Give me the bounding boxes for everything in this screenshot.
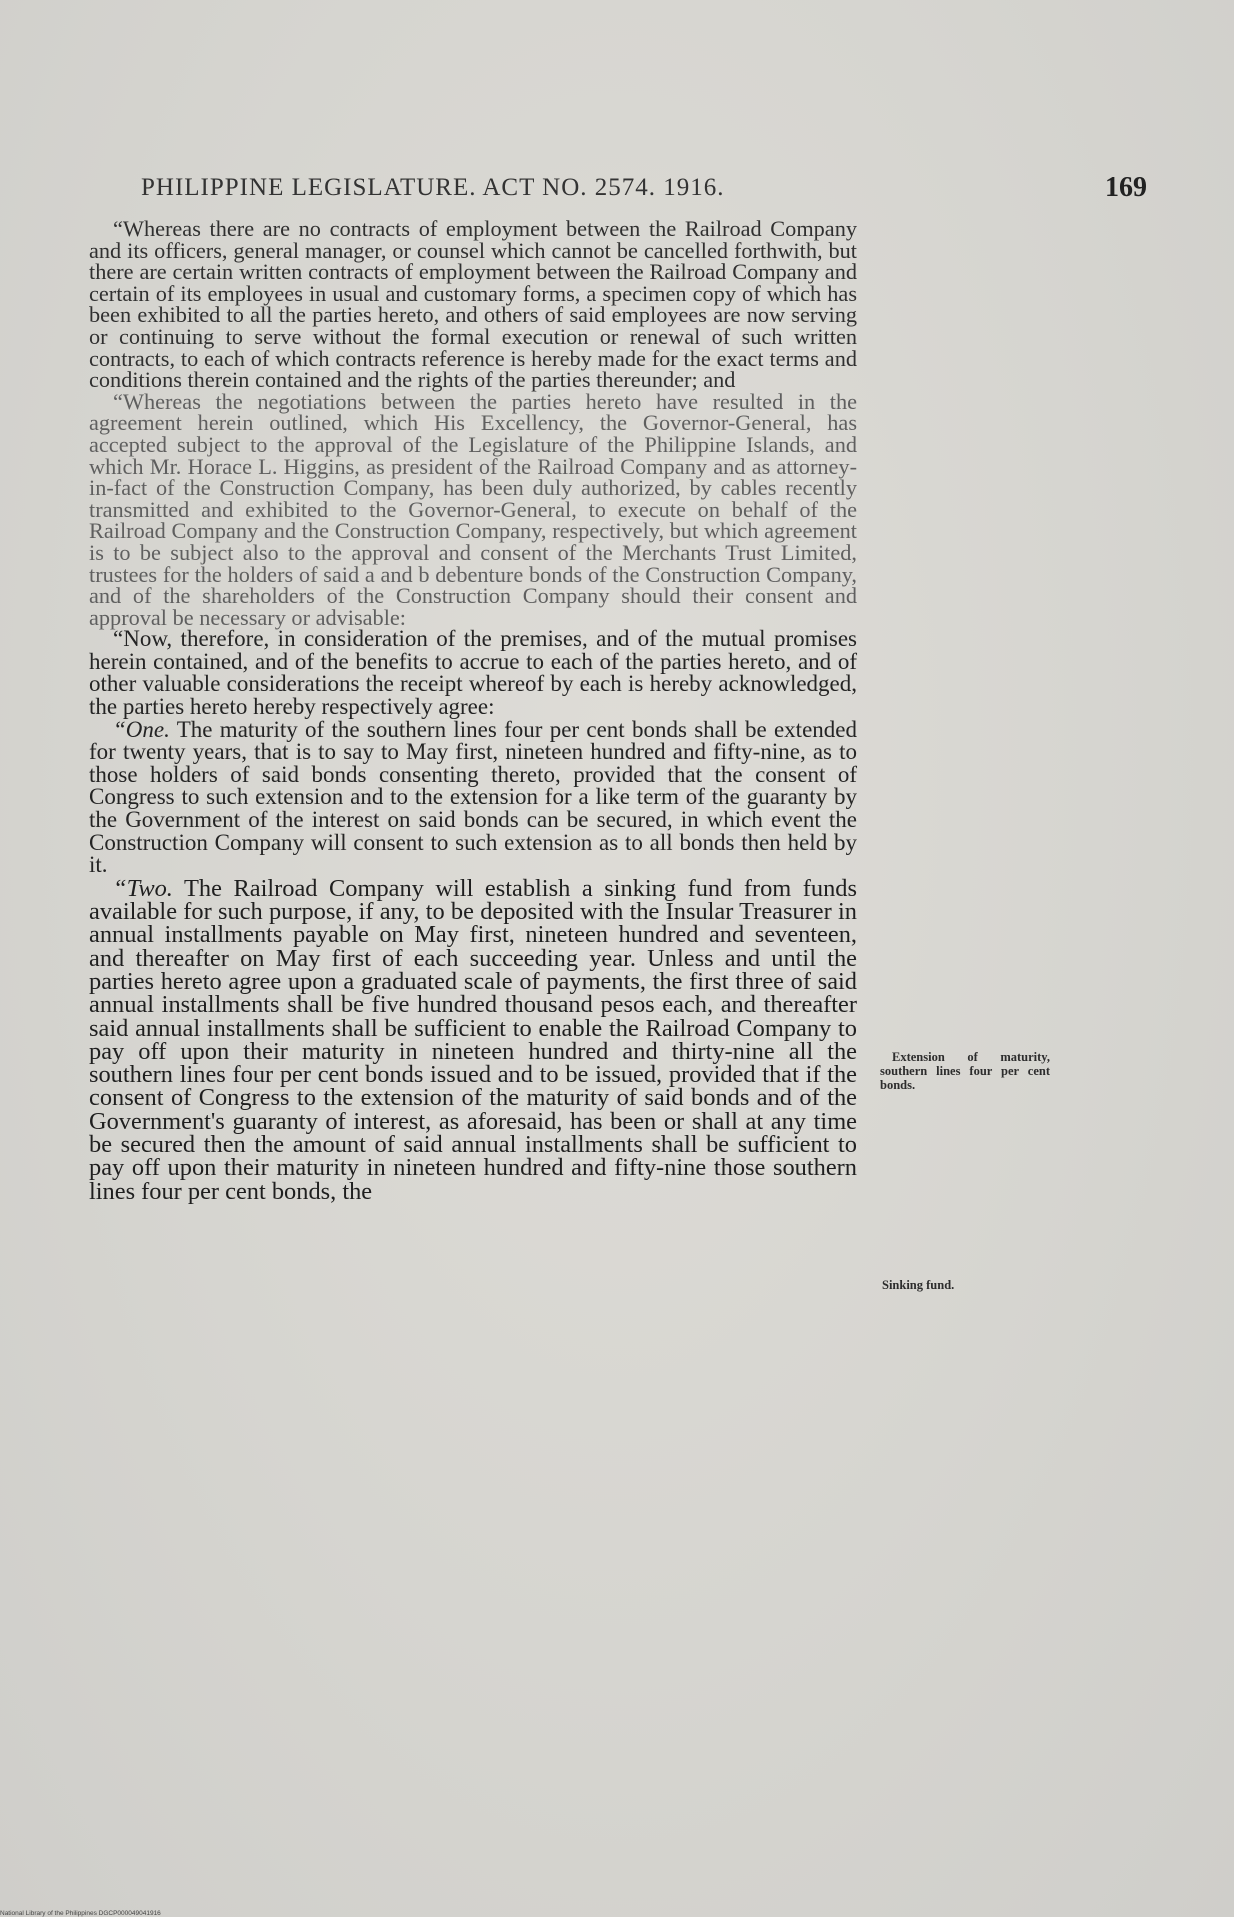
source-footer: National Library of the Philippines DGCP000049041916 <box>0 1910 161 1917</box>
paragraph-whereas-contracts: “Whereas there are no contracts of employment between the Railroad Company and its officers, general manager, or counsel which cannot be cancelled forthwith, but there are certain written contracts of employment between the Railroad Company and certain of its employees in usual and customary forms, a specimen copy of which has been exhibited to all the parties hereto, and others of said employees are now serving or continuing to serve without the formal execution or renewal of such written contracts, to each of which contracts reference is hereby made for the exact terms and conditions therein contained and the rights of the parties thereunder; and <box>89 216 857 393</box>
side-note-sinking-fund: Sinking fund. <box>882 1278 955 1292</box>
clause-two-text: The Railroad Company will establish a sinking fund from funds available for such purpose, if any, to be deposited with the Insular Treasurer in annual installments payable on May first, nineteen hundred and seventeen, and thereafter on May first of each succeeding year. Unless and until the parties hereto agree upon a graduated scale of payments, the first three of said annual installments shall be five hundred thousand pesos each, and thereafter said annual installments shall be sufficient to enable the Railroad Company to pay off upon their maturity in nineteen hundred and thirty-nine all the southern lines four per cent bonds issued and to be issued, provided that if the consent of Congress to the extension of the maturity of said bonds and of the Government's guaranty of interest, as aforesaid, has been or shall at any time be secured then the amount of said annual installments shall be sufficient to pay off upon their maturity in nineteen hundred and fifty-nine those southern lines four per cent bonds, the <box>89 874 857 1205</box>
clause-two <box>89 874 857 1205</box>
running-head: PHILIPPINE LEGISLATURE. ACT NO. 2574. 1916. <box>141 174 725 201</box>
body-text <box>89 218 857 1203</box>
paragraph-now-therefore: “Now, therefore, in consideration of the premises, and of the mutual promises herein contained, and of the benefits to accrue to each of the parties hereto, and of other valuable considerations the receipt whereof by each is hereby acknowledged, the parties hereto hereby respectively agree: <box>89 626 857 720</box>
clause-one-text: The maturity of the southern lines four per cent bonds shall be extended for twenty years, that is to say to May first, nineteen hundred and fifty-nine, as to those holders of said bonds consenting thereto, provided that the consent of Congress to such extension and to the extension for a like term of the guaranty by the Government of the interest on said bonds can be secured, in which event the Construction Company will consent to such extension as to all bonds then held by it. <box>89 716 857 878</box>
clause-one <box>89 716 857 878</box>
page-number: 169 <box>1105 172 1147 203</box>
page-header <box>141 174 1147 208</box>
clause-one-lead: “One. <box>113 716 170 742</box>
clause-two-lead: “Two. <box>113 874 173 902</box>
paragraph-whereas-negotiations: “Whereas the negotiations between the parties hereto have resulted in the agreement herein outlined, which His Excellency, the Governor-General, has accepted subject to the approval of the Legislature of the Philippine Islands, and which Mr. Horace L. Higgins, as president of the Railroad Company and as attorney-in-fact of the Construction Company, has been duly authorized, by cables recently transmitted and exhibited to the Governor-General, to execute on behalf of the Railroad Company and the Construction Company, respectively, but which agreement is to be subject also to the approval and consent of the Merchants Trust Limited, trustees for the holders of said a and b debenture bonds of the Construction Company, and of the shareholders of the Construction Company should their consent and approval be necessary or advisable: <box>89 388 857 630</box>
side-note-extension: Extension of maturity, southern lines four per cent bonds. <box>880 1050 1050 1092</box>
